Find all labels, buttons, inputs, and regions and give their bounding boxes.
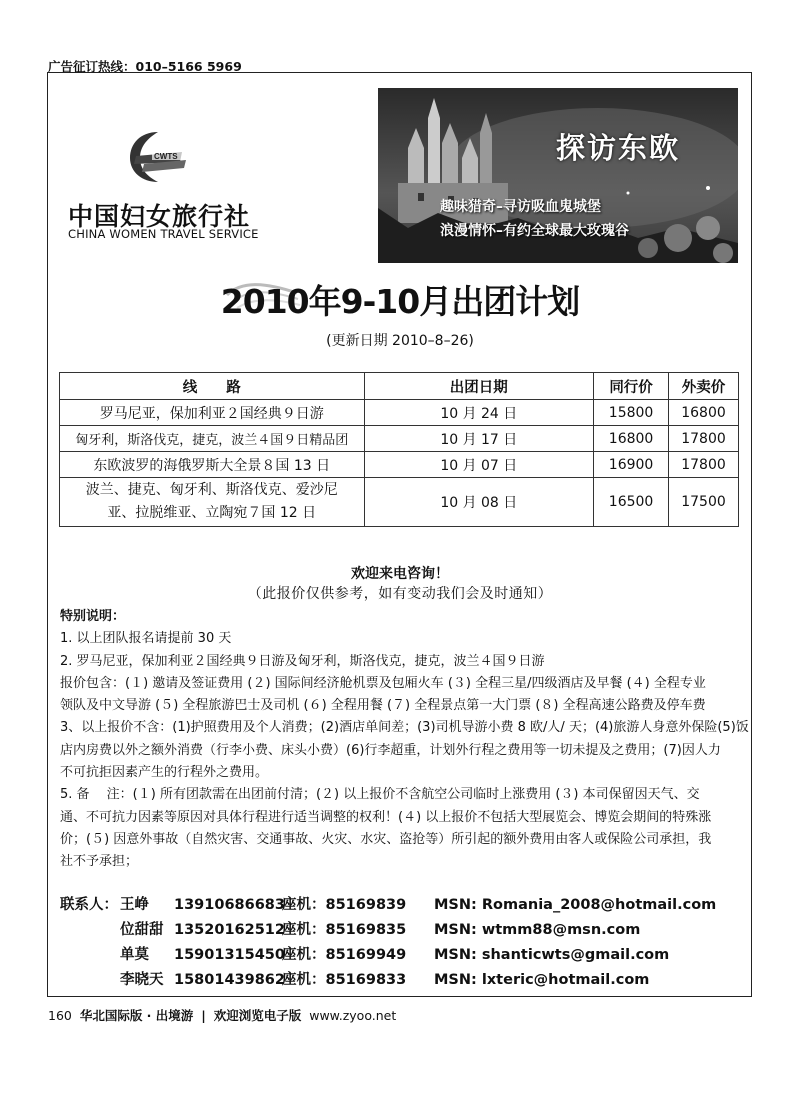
footer-cta: 欢迎浏览电子版 (213, 1008, 302, 1023)
note-line: 1. 以上团队报名请提前 30 天 (60, 631, 232, 647)
peer-price-cell: 15800 (594, 400, 669, 426)
note-line: 通、不可抗力因素等原因对具体行程进行适当调整的权利！(４) 以上报价不包括大型展览会、博览会期间的特殊涨 (60, 809, 712, 825)
peer-price-cell: 16500 (594, 478, 669, 527)
table-row (60, 452, 739, 478)
page-number: 160 (48, 1008, 72, 1023)
note-line: 不可抗拒因素产生的行程外之费用。 (60, 765, 269, 781)
date-cell: 10 月 17 日 (364, 426, 594, 452)
table-header-row (60, 373, 739, 400)
contact-phone: 13520162512 (174, 922, 285, 938)
contact-name: 王峥 (120, 897, 149, 913)
note-line: 价；(５) 因意外事故（自然灾害、交通事故、火灾、水灾、盗抢等）所引起的额外费用由客人或保险公司承担，我 (60, 831, 712, 847)
note-line: 3、以上报价不含：(1)护照费用及个人消费；(2)酒店单间差；(3)司机导游小费 8 欧/人/ 天；(4)旅游人身意外保险(5)饭 (60, 720, 749, 736)
retail-price-cell: 17800 (669, 452, 739, 478)
header-peer-price: 同行价 (594, 373, 669, 400)
ad-hotline: 广告征订热线：010–5166 5969 (48, 59, 242, 74)
note-line: 店内房费以外之额外消费（行李小费、床头小费）(6)行李超重，计划外行程之费用等一切未提及之费用；(7)因人力 (60, 742, 721, 758)
footer-url[interactable]: www.zyoo.net (309, 1008, 397, 1023)
note-line: 报价包含：(１) 邀请及签证费用 (２) 国际间经济舱机票及包厢火车 (３) 全程三星/四级酒店及早餐 (４) 全程专业 (60, 675, 706, 691)
contact-msn: MSN: Romania_2008@hotmail.com (434, 897, 717, 913)
contact-msn: MSN: shanticwts@gmail.com (434, 947, 670, 963)
page-title: 2010年9-10月出团计划 (220, 282, 580, 321)
banner-line-1: 趣味猎奇–寻访吸血鬼城堡 (440, 199, 601, 215)
contact-landline: 座机：85169833 (282, 972, 407, 988)
route-cell: 罗马尼亚，保加利亚２国经典９日游 (60, 400, 365, 426)
date-cell: 10 月 24 日 (364, 400, 594, 426)
header-route: 线 路 (60, 373, 365, 400)
date-cell: 10 月 08 日 (364, 478, 594, 527)
contacts-block (60, 893, 716, 993)
header-retail-price: 外卖价 (669, 373, 739, 400)
contact-phone: 15901315450 (174, 947, 285, 963)
contact-msn: MSN: lxteric@hotmail.com (434, 972, 650, 988)
contacts-label: 联系人： (60, 897, 118, 913)
contact-row (60, 943, 716, 968)
peer-price-cell: 16800 (594, 426, 669, 452)
header-date: 出团日期 (364, 373, 594, 400)
contact-phone: 13910686683 (174, 897, 285, 913)
retail-price-cell: 17800 (669, 426, 739, 452)
note-line: 2. 罗马尼亚，保加利亚２国经典９日游及匈牙利，斯洛伐克，捷克，波兰４国９日游 (60, 653, 545, 669)
banner-line-2: 浪漫情怀–有约全球最大玫瑰谷 (440, 223, 629, 239)
contact-row (60, 918, 716, 943)
welcome-text: 欢迎来电咨询！ (351, 566, 449, 582)
banner-title: 探访东欧 (556, 131, 681, 165)
tour-schedule-table (59, 372, 739, 527)
retail-price-cell: 16800 (669, 400, 739, 426)
update-date: (更新日期 2010–8–26) (326, 333, 474, 349)
retail-price-cell: 17500 (669, 478, 739, 527)
svg-text:CWTS: CWTS (154, 152, 178, 161)
east-europe-banner (378, 88, 738, 263)
contact-landline: 座机：85169949 (282, 947, 407, 963)
contact-name: 李晓天 (120, 972, 164, 988)
contact-row (60, 968, 716, 993)
logo-chinese-name: 中国妇女旅行社 (68, 202, 251, 231)
note-line: 5. 备 注：(１) 所有团款需在出团前付清；(２) 以上报价不含航空公司临时上涨费用 (３) 本司保留因天气、交 (60, 787, 700, 803)
table-row (60, 426, 739, 452)
footer-separator: | (201, 1008, 206, 1023)
contact-name: 单莫 (120, 947, 149, 963)
route-cell: 波兰、捷克、匈牙利、斯洛伐克、爱沙尼亚、拉脱维亚、立陶宛７国 12 日 (60, 478, 365, 527)
section-name: 华北国际版 · 出境游 (79, 1008, 194, 1023)
contact-landline: 座机：85169839 (282, 897, 407, 913)
date-cell: 10 月 07 日 (364, 452, 594, 478)
logo-english-name: CHINA WOMEN TRAVEL SERVICE (68, 227, 259, 241)
cwts-logo-icon (122, 128, 194, 190)
notes-heading: 特别说明： (60, 609, 126, 624)
contact-msn: MSN: wtmm88@msn.com (434, 922, 641, 938)
special-notes (60, 606, 749, 874)
contact-landline: 座机：85169835 (282, 922, 407, 938)
note-line: 社不予承担； (60, 854, 139, 870)
contact-name: 位甜甜 (120, 922, 164, 938)
note-line: 领队及中文导游 (５) 全程旅游巴士及司机 (６) 全程用餐 (７) 全程景点第一大门票 (８) 全程高速公路费及停车费 (60, 698, 706, 714)
price-disclaimer: （此报价仅供参考，如有变动我们会及时通知） (247, 586, 553, 602)
contact-phone: 15801439862 (174, 972, 285, 988)
route-cell: 匈牙利，斯洛伐克，捷克，波兰４国９日精品团 (60, 426, 365, 452)
table-row (60, 400, 739, 426)
page-footer (48, 1006, 396, 1024)
table-row (60, 478, 739, 527)
route-cell: 东欧波罗的海俄罗斯大全景８国 13 日 (60, 452, 365, 478)
peer-price-cell: 16900 (594, 452, 669, 478)
contact-row (60, 893, 716, 918)
